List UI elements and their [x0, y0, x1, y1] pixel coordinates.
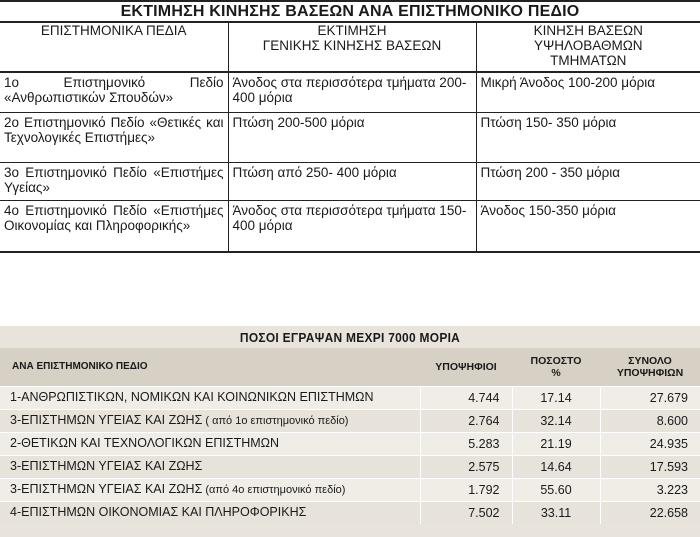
table-row [0, 433, 700, 456]
table-row [0, 72, 700, 112]
row-percent: 33.11 [512, 502, 600, 525]
header-field: ΑΝΑ ΕΠΙΣΤΗΜΟΝΙΚΟ ΠΕΔΙΟ [0, 348, 420, 387]
field-cell: 4ο Επιστημονικό Πεδίο «Επιστήμες Οικονομίας και Πληροφορικής» [0, 200, 228, 252]
row-name-note: ( από 1ο επιστημονικό πεδίο) [202, 415, 349, 427]
header-high-ranked [476, 22, 700, 72]
high-cell: Άνοδος 150-350 μόρια [476, 200, 700, 252]
row-total: 8.600 [600, 410, 700, 433]
row-percent: 21.19 [512, 433, 600, 456]
field-cell: 2ο Επιστημονικό Πεδίο «Θετικές και Τεχνολογικές Επιστήμες» [0, 112, 228, 162]
header-total: ΣΥΝΟΛΟ ΥΠΟΨΗΦΙΩΝ [600, 348, 700, 387]
row-name [0, 456, 420, 479]
table-row [0, 112, 700, 162]
row-candidates: 7.502 [420, 502, 512, 525]
table-row [0, 456, 700, 479]
row-candidates: 2.764 [420, 410, 512, 433]
row-name [0, 410, 420, 433]
candidates-table-title: ΠΟΣΟΙ ΕΓΡΑΨΑΝ ΜΕΧΡΙ 7000 ΜΟΡΙΑ [239, 330, 461, 345]
row-total: 3.223 [600, 479, 700, 502]
general-cell: Πτώση από 250- 400 μόρια [228, 162, 476, 200]
row-percent: 14.64 [512, 456, 600, 479]
row-name-main: 3-ΕΠΙΣΤΗΜΩΝ ΥΓΕΙΑΣ ΚΑΙ ΖΩΗΣ [10, 413, 203, 427]
base-estimation-table [0, 21, 700, 253]
high-cell: Πτώση 150- 350 μόρια [476, 112, 700, 162]
table-row [0, 387, 700, 410]
row-name-main: 3-ΕΠΙΣΤΗΜΩΝ ΥΓΕΙΑΣ ΚΑΙ ΖΩΗΣ [10, 459, 203, 473]
row-name-main: 1-ΑΝΘΡΩΠΙΣΤΙΚΩΝ, ΝΟΜΙΚΩΝ ΚΑΙ ΚΟΙΝΩΝΙΚΩΝ ΕΠΙΣΤΗΜΩΝ [10, 390, 374, 404]
row-name [0, 502, 420, 525]
header-general-estimate [228, 22, 476, 72]
table-row [0, 502, 700, 525]
candidates-table [0, 348, 700, 524]
table-header-row [0, 22, 700, 72]
general-cell: Άνοδος στα περισσότερα τμήματα 150-400 μόρια [228, 200, 476, 252]
table-row [0, 162, 700, 200]
candidates-panel [0, 326, 700, 537]
high-cell: Μικρή Άνοδος 100-200 μόρια [476, 72, 700, 112]
header-candidates: ΥΠΟΨΗΦΙΟΙ [420, 348, 512, 387]
row-name-main: 3-ΕΠΙΣΤΗΜΩΝ ΥΓΕΙΑΣ ΚΑΙ ΖΩΗΣ [10, 482, 203, 496]
row-candidates: 1.792 [420, 479, 512, 502]
header-general-label: ΕΚΤΙΜΗΣΗ ΓΕΝΙΚΗΣ ΚΙΝΗΣΗΣ ΒΑΣΕΩΝ [262, 23, 442, 53]
row-name [0, 433, 420, 456]
row-total: 24.935 [600, 433, 700, 456]
header-percent: ΠΟΣΟΣΤΟ % [512, 348, 600, 387]
row-name-main: 2-ΘΕΤΙΚΩΝ ΚΑΙ ΤΕΧΝΟΛΟΓΙΚΩΝ ΕΠΙΣΤΗΜΩΝ [10, 436, 280, 450]
table-row [0, 200, 700, 252]
row-candidates: 4.744 [420, 387, 512, 410]
row-candidates: 2.575 [420, 456, 512, 479]
row-percent: 32.14 [512, 410, 600, 433]
row-name [0, 387, 420, 410]
high-cell: Πτώση 200 - 350 μόρια [476, 162, 700, 200]
general-cell: Πτώση 200-500 μόρια [228, 112, 476, 162]
row-name-main: 4-ΕΠΙΣΤΗΜΩΝ ΟΙΚΟΝΟΜΙΑΣ ΚΑΙ ΠΛΗΡΟΦΟΡΙΚΗΣ [10, 505, 307, 519]
table-row [0, 410, 700, 433]
row-percent: 17.14 [512, 387, 600, 410]
row-candidates: 5.283 [420, 433, 512, 456]
header-high-label: ΚΙΝΗΣΗ ΒΑΣΕΩΝ ΥΨΗΛΟΒΑΘΜΩΝ ΤΜΗΜΑΤΩΝ [533, 23, 643, 68]
row-total: 22.658 [600, 502, 700, 525]
row-percent: 55.60 [512, 479, 600, 502]
row-name-note: (από 4ο επιστημονικό πεδίο) [202, 484, 346, 496]
top-table-title: ΕΚΤΙΜΗΣΗ ΚΙΝΗΣΗΣ ΒΑΣΕΩΝ ΑΝΑ ΕΠΙΣΤΗΜΟΝΙΚΟ ΠΕΔΙΟ [0, 0, 700, 21]
row-total: 17.593 [600, 456, 700, 479]
header-fields-label: ΕΠΙΣΤΗΜΟΝΙΚΑ ΠΕΔΙΑ [40, 23, 187, 38]
table-header-row [0, 348, 700, 387]
field-cell: 1ο Επιστημονικό Πεδίο «Ανθρωπιστικών Σπουδών» [0, 72, 228, 112]
header-fields [0, 22, 228, 72]
table-row [0, 479, 700, 502]
row-name [0, 479, 420, 502]
field-cell: 3ο Επιστημονικό Πεδίο «Επιστήμες Υγείας» [0, 162, 228, 200]
row-total: 27.679 [600, 387, 700, 410]
general-cell: Άνοδος στα περισσότερα τμήματα 200-400 μόρια [228, 72, 476, 112]
